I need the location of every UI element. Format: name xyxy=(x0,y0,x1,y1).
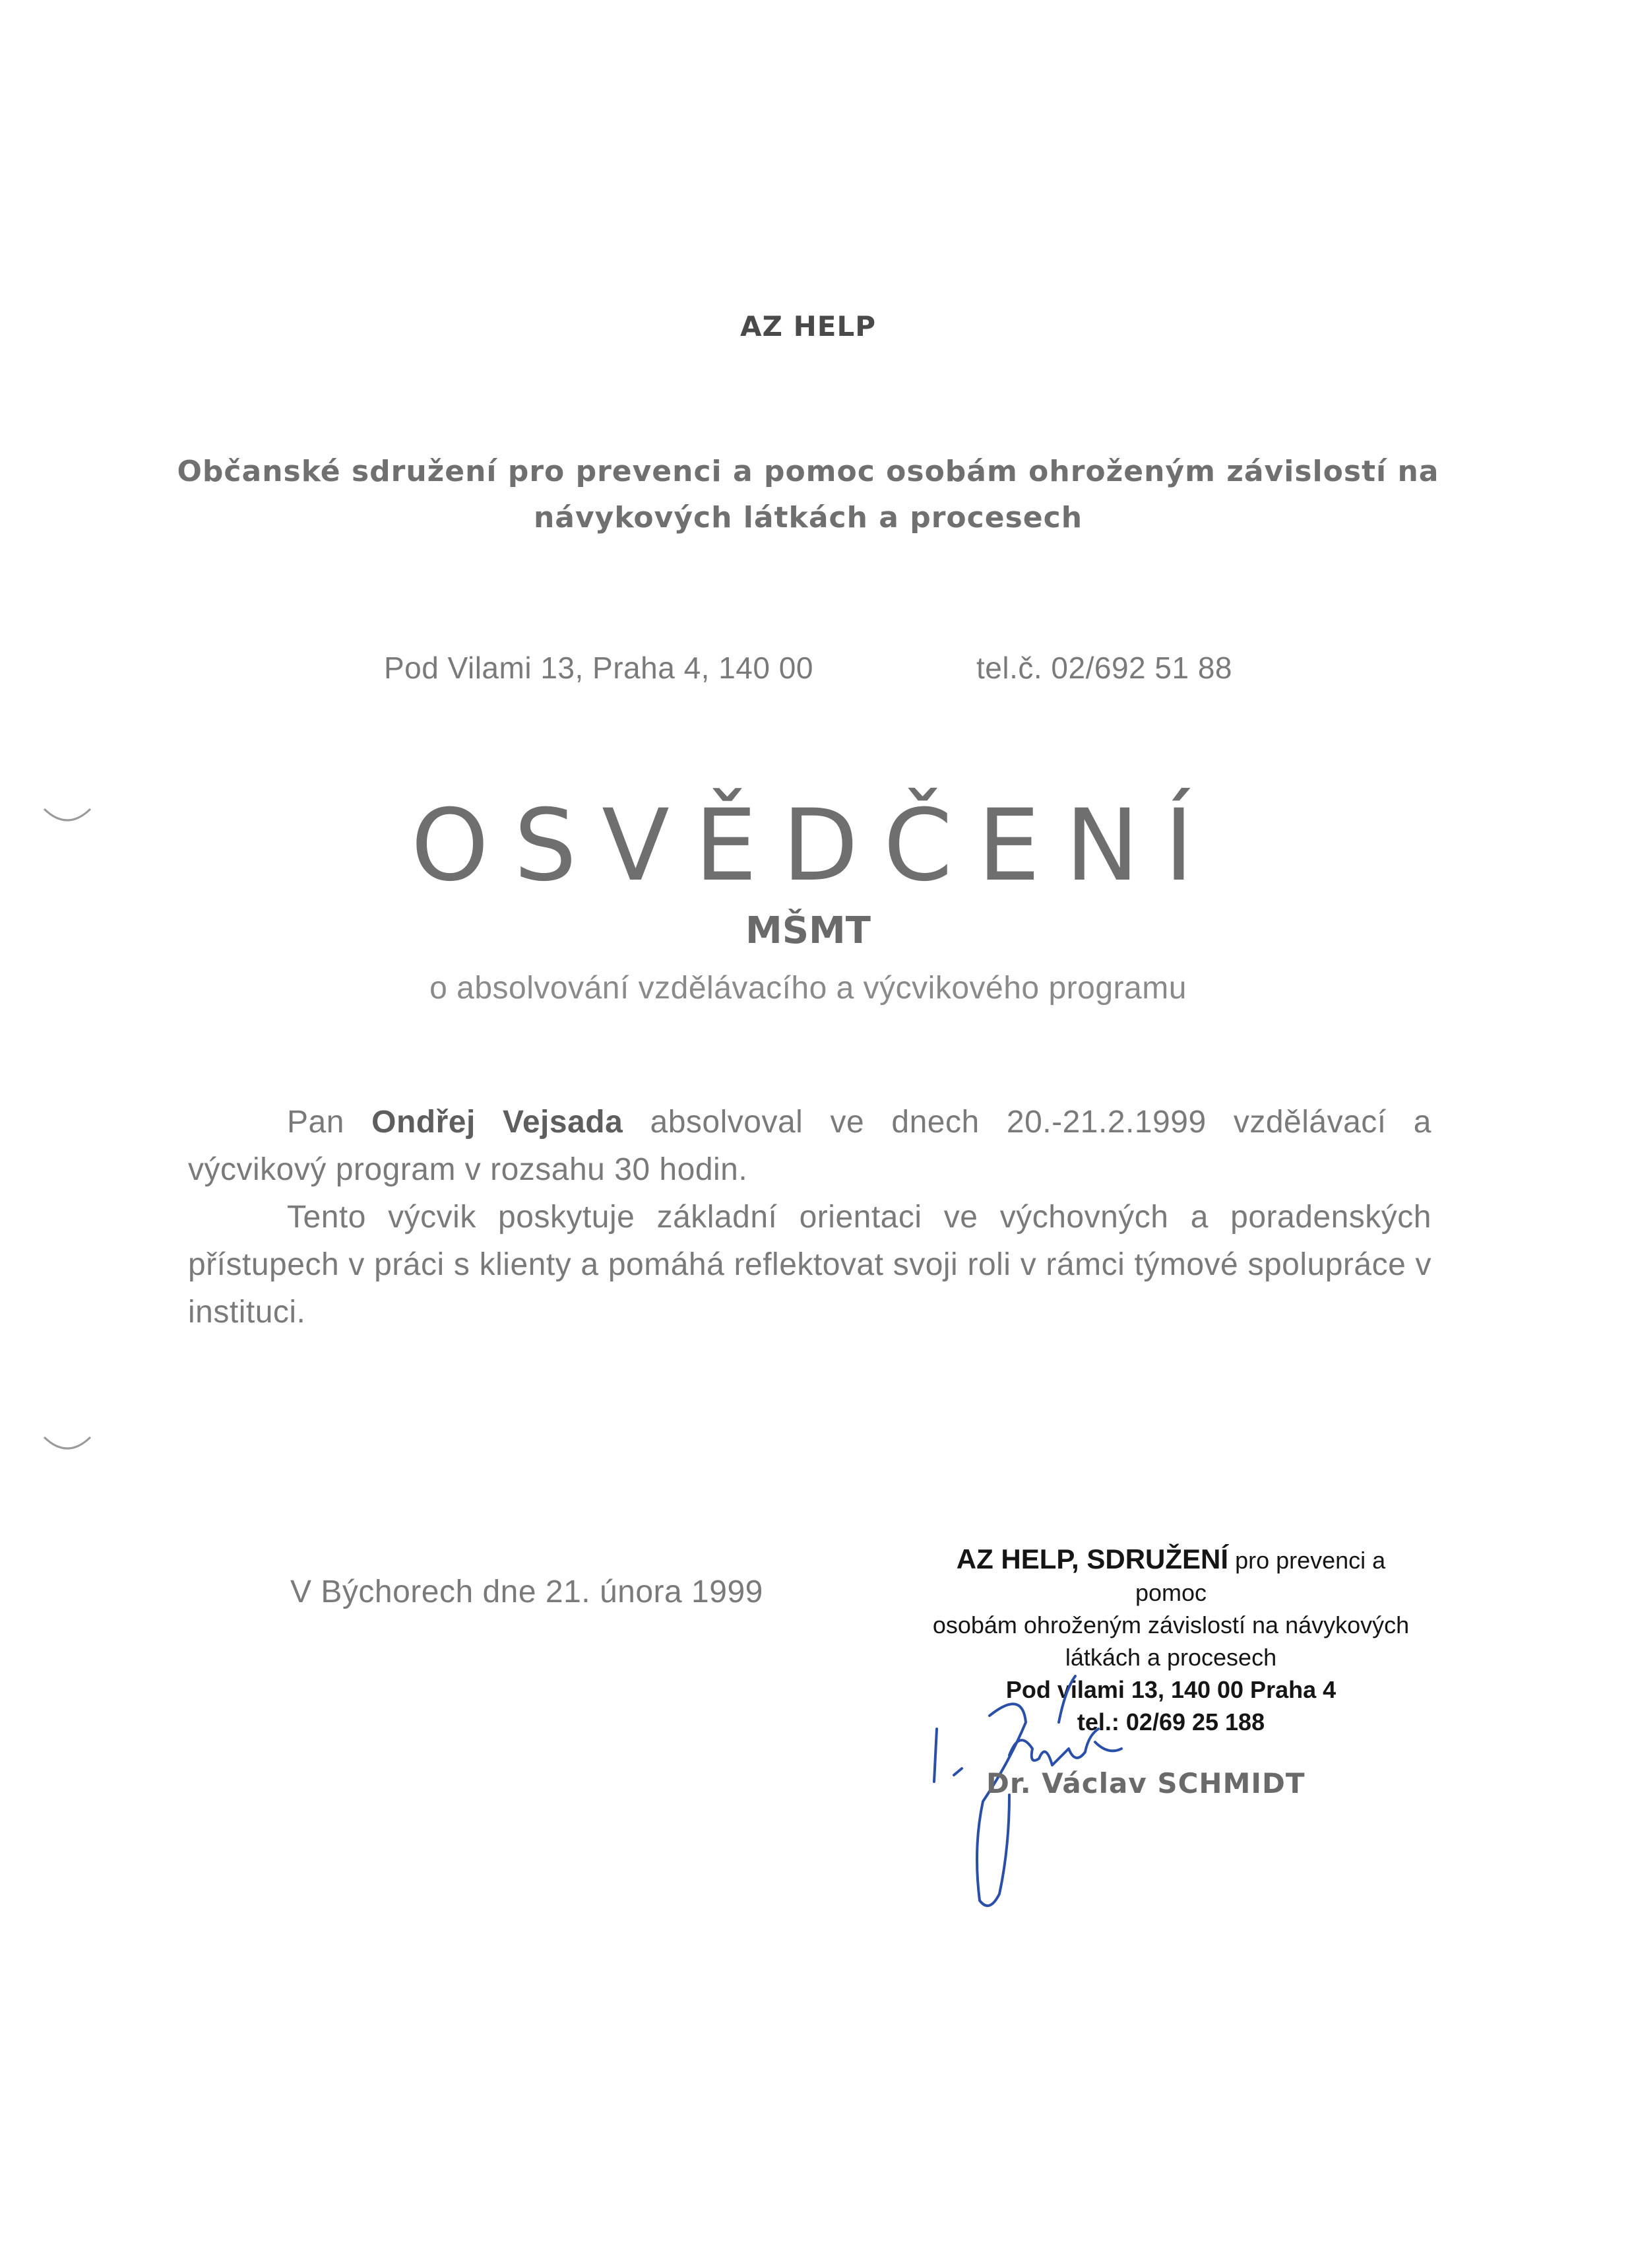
stamp-line-1 xyxy=(920,1543,1422,1609)
stamp-line-5: tel.: 02/69 25 188 xyxy=(1077,1708,1265,1735)
stamp-line-4: Pod vilami 13, 140 00 Praha 4 xyxy=(1005,1676,1337,1703)
certificate-subline: o absolvování vzdělávacího a výcvikového programu xyxy=(429,971,1187,1006)
body-p1-prefix: Pan xyxy=(287,1105,372,1140)
stamp-line-3: látkách a procesech xyxy=(1065,1644,1277,1671)
certificate-body xyxy=(188,1099,1432,1336)
place-and-date: V Býchorech dne 21. února 1999 xyxy=(290,1574,763,1609)
body-p1-rest: absolvoval ve dnech 20.-21.2.1999 vzdělávací a výcvikový program v rozsahu 30 hodin. xyxy=(188,1105,1432,1187)
org-phone: tel.č. 02/692 51 88 xyxy=(976,651,1233,685)
stamp-line-1-bold: AZ HELP, SDRUŽENÍ xyxy=(956,1543,1229,1574)
org-name: AZ HELP xyxy=(740,310,876,342)
org-description xyxy=(165,449,1451,541)
certificate-subtitle: MŠMT xyxy=(745,909,871,952)
org-description-line-1: Občanské sdružení pro prevenci a pomoc osobám ohroženým závislostí na xyxy=(177,455,1439,488)
body-paragraph-2: Tento výcvik poskytuje základní orientaci ve výchovných a poradenských přístupech v práci s klienty a pomáhá reflektovat svoji roli v rámci týmové spolupráce v instituci. xyxy=(188,1200,1432,1330)
punch-hole-mark-bottom xyxy=(41,1432,94,1458)
signer-name: Dr. Václav SCHMIDT xyxy=(986,1767,1306,1799)
certificate-title: OSVĚDČENÍ xyxy=(410,789,1219,903)
body-paragraph-1 xyxy=(188,1099,1432,1194)
stamp-line-2: osobám ohroženým závislostí na návykových xyxy=(932,1611,1410,1638)
stamp-line-1-rest: pro prevenci a pomoc xyxy=(1135,1547,1386,1606)
org-address: Pod Vilami 13, Praha 4, 140 00 xyxy=(384,651,813,685)
org-description-line-2: návykových látkách a procesech xyxy=(533,501,1083,535)
recipient-name: Ondřej Vejsada xyxy=(371,1105,623,1140)
